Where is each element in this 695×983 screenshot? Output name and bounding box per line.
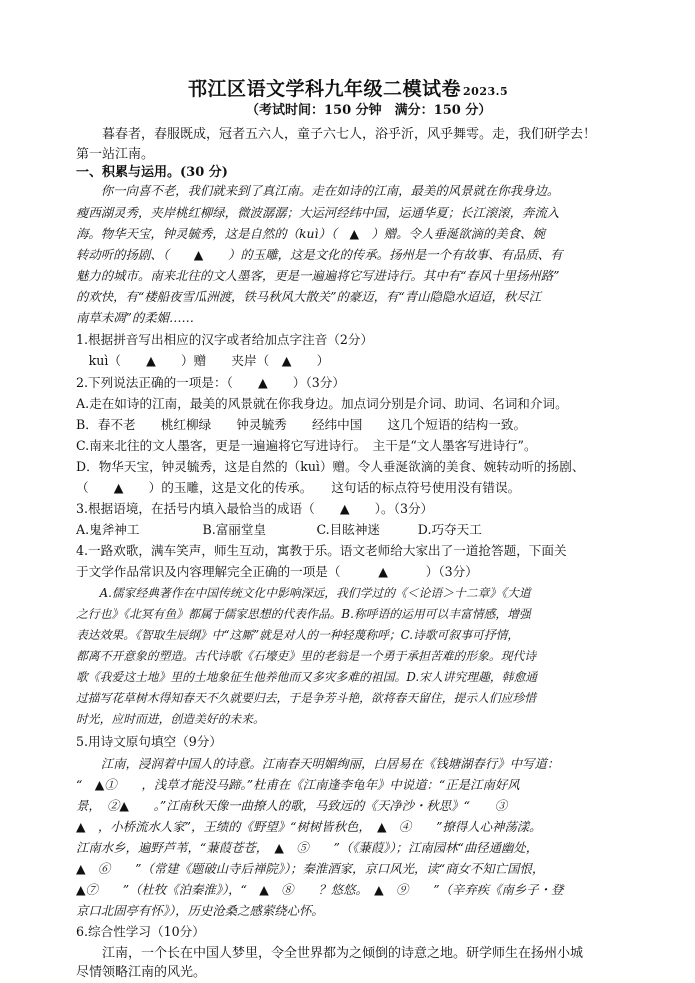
question-4-text: 之行也》《北冥有鱼》都属于儒家思想的代表作品。B.称呼语的运用可以丰富情感，增强 xyxy=(76,607,531,621)
question-1-stem: 1.根据拼音写出相应的汉字或者给加点字注音（2分） xyxy=(76,332,374,347)
question-2-option: C.南来北往的文人墨客，更是一遍遍将它写进诗行。 主干是“文人墨客写进诗行”。 xyxy=(76,438,537,453)
exam-subtitle: （考试时间：150 分钟 满分：150 分） xyxy=(246,103,492,118)
question-5-text: 京口北固亭有怀》），历史沧桑之感萦绕心怀。 xyxy=(76,903,324,918)
question-4-text: 歌《我爱这土地》里的土地象征生他养他而又多灾多难的祖国。D.宋人讲究理趣，韩愈通 xyxy=(76,670,538,684)
exam-year: 2023.5 xyxy=(463,85,509,98)
question-6-text: 江南，一个长在中国人梦里，令全世界都为之倾倒的诗意之地。研学师生在扬州小城 xyxy=(76,946,584,961)
question-2-option: B．春不老 桃红柳绿 钟灵毓秀 经纬中国 这几个短语的结构一致。 xyxy=(76,417,527,432)
question-5-text: ▲ ，小桥流水人家”，王绩的《野望》“树树皆秋色， ▲ ④ ”撩得人心神荡漾。 xyxy=(76,819,542,834)
exam-title: 邗江区语文学科九年级二模试卷 2023.5 xyxy=(188,78,509,100)
question-4-text: 时光，应时而进，创造美好的未来。 xyxy=(76,712,265,726)
question-4-text: A.儒家经典著作在中国传统文化中影响深远，我们学过的《＜论语＞十二章》《大道 xyxy=(76,586,531,600)
question-6-text: 尽情领略江南的风光。 xyxy=(76,965,207,980)
question-5-text: 江南，浸润着中国人的诗意。江南春天明媚绚丽，白居易在《钱塘湖春行》中写道： xyxy=(76,756,560,771)
passage-line: 的欢快，有“楼船夜雪瓜洲渡，铁马秋风大散关”的豪迈，有“青山隐隐水迢迢，秋尽江 xyxy=(76,289,542,304)
intro-line: 暮春者，春服既成，冠者五六人，童子六七人，浴乎沂，风乎舞雩。走，我们研学去！ xyxy=(76,127,597,142)
question-5-text: “ ▲① ，浅草才能没马蹄。”杜甫在《江南逢李龟年》中说道：“正是江南好风 xyxy=(76,777,520,792)
question-2-option: （ ▲ ）的玉雕，这是文化的传承。 这句话的标点符号使用没有错误。 xyxy=(76,480,521,495)
passage-line: 海。物华天宝，钟灵毓秀，这是自然的（kuì）（ ▲ ）赠。令人垂涎欲滴的美食、婉 xyxy=(76,226,545,241)
passage-line: 南草未凋”的柔媚…… xyxy=(76,310,194,325)
question-2-option: A.走在如诗的江南，最美的风景就在你我身边。加点词分别是介词、助词、名词和介词。 xyxy=(76,396,568,411)
question-3-options: A.鬼斧神工 B.富丽堂皇 C.目眩神迷 D.巧夺天工 xyxy=(76,522,482,537)
question-2-option: D．物华天宝，钟灵毓秀，这是自然的（kuì）赠。令人垂涎欲滴的美食、婉转动听的扬剧、 xyxy=(76,459,585,474)
question-4-stem: 4.一路欢歌，满车笑声，师生互动，寓教于乐。语文老师给大家出了一道抢答题，下面关 xyxy=(76,543,567,558)
intro-line: 第一站江南。 xyxy=(76,147,155,162)
question-4-stem: 于文学作品常识及内容理解完全正确的一项是（ ▲ ）（3分） xyxy=(76,564,478,579)
question-6-stem: 6.综合性学习（10分） xyxy=(76,924,205,939)
passage-line: 转动听的扬剧、（ ▲ ）的玉雕，这是文化的传承。扬州是一个有故事、有品质、有 xyxy=(76,247,563,262)
question-4-text: 都离不开意象的塑造。古代诗歌《石壕吏》里的老翁是一个勇于承担苦难的形象。现代诗 xyxy=(76,649,537,663)
question-4-text: 过描写花草树木得知春天不久就要归去，于是争芳斗艳，欲将春天留住，提示人们应珍惜 xyxy=(76,691,537,705)
passage-line: 瘦西湖灵秀，夹岸桃红柳绿，微波潺潺；大运河经纬中国，运通华夏；长江滚滚，奔流入 xyxy=(76,205,560,220)
question-4-text: 表达效果。《智取生辰纲》中“这厮”就是对人的一种轻蔑称呼；C.诗歌可叙事可抒情， xyxy=(76,628,520,642)
question-5-text: 江南水乡，遍野芦苇，“蒹葭苍苍， ▲ ⑤ ”（《蒹葭》）；江南园林“曲径通幽处， xyxy=(76,840,539,855)
question-5-text: ▲⑦ ”（杜牧《泊秦淮》），“ ▲ ⑧ ？悠悠。 ▲ ⑨ ”（辛弃疾《南乡子・登 xyxy=(76,882,564,897)
question-5-text: ▲ ⑥ ”（常建《题破山寺后禅院》）；秦淮酒家，京口风光，读“商女不知亡国恨， xyxy=(76,861,545,876)
question-1-blanks: kuì（ ▲ ）赠 夹岸（ ▲ ） xyxy=(76,353,330,368)
question-2-stem: 2.下列说法正确的一项是：（ ▲ ）（3分） xyxy=(76,375,345,390)
question-5-stem: 5.用诗文原句填空（9分） xyxy=(76,734,222,749)
section-heading: 一、积累与运用。(30 分) xyxy=(76,165,228,180)
question-5-text: 景， ②▲ 。”江南秋天像一曲撩人的歌，马致远的《天净沙・秋思》“ ③ xyxy=(76,798,508,813)
question-3-stem: 3.根据语境，在括号内填入最恰当的成语（ ▲ ）。（3分） xyxy=(76,501,434,516)
passage-line: 你一向喜不老，我们就来到了真江南。走在如诗的江南，最美的风景就在你我身边。 xyxy=(76,183,560,198)
passage-line: 魅力的城市。南来北往的文人墨客，更是一遍遍将它写进诗行。其中有“春风十里扬州路” xyxy=(76,268,560,283)
